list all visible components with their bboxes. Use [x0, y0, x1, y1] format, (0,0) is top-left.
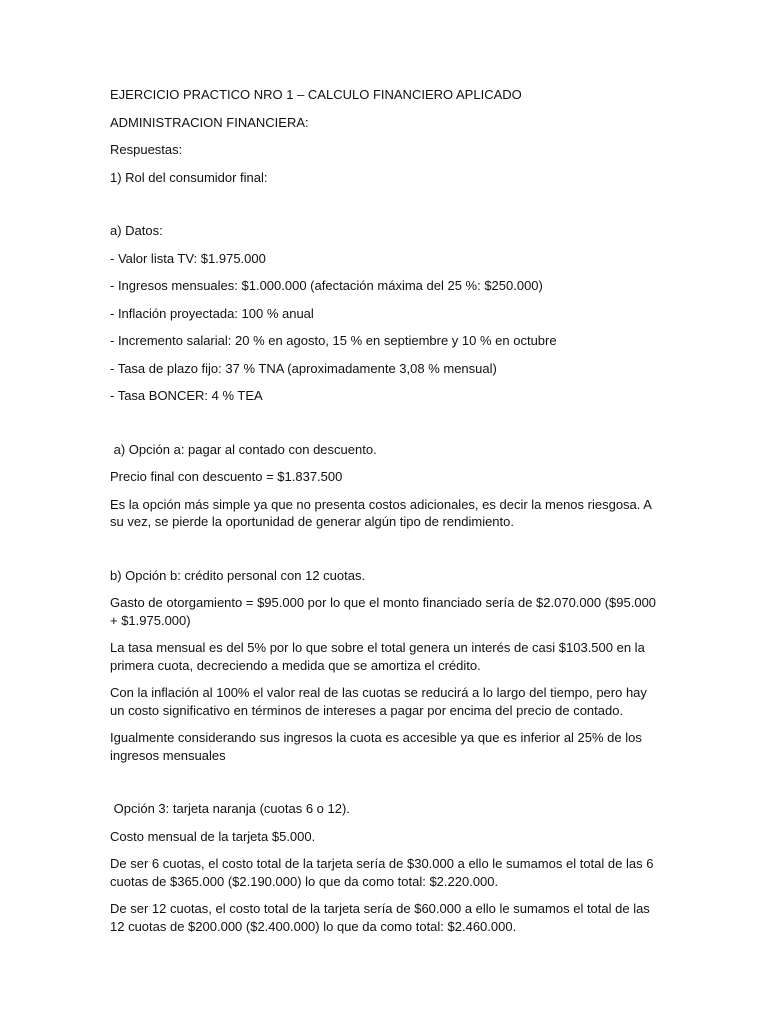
option-b-heading: b) Opción b: crédito personal con 12 cuotas.: [110, 567, 366, 583]
option-b-paragraph: Igualmente considerando sus ingresos la cuota es accesible ya que es inferior al 25% de los ingresos mensuales: [110, 730, 642, 763]
datos-item: - Valor lista TV: $1.975.000: [110, 250, 266, 266]
datos-item: - Tasa BONCER: 4 % TEA: [110, 388, 263, 403]
option-c-paragraph: De ser 12 cuotas, el costo total de la tarjeta sería de $60.000 a ello le sumamos el total de las 12 cuotas de $200.000 ($2.400.000) lo que da como total: $2.460.000.: [110, 901, 650, 934]
option-a-paragraph: Precio final con descuento = $1.837.500: [110, 469, 343, 484]
option-c-paragraph: De ser 6 cuotas, el costo total de la tarjeta sería de $30.000 a ello le sumamos el total de las 6 cuotas de $365.000 ($2.190.000) lo que da como total: $2.220.000.: [110, 856, 654, 889]
datos-item: - Tasa de plazo fijo: 37 % TNA (aproximadamente 3,08 % mensual): [110, 360, 497, 376]
document-page: [110, 86, 658, 945]
option-b-paragraph: Con la inflación al 100% el valor real de las cuotas se reducirá a lo largo del tiempo, pero hay un costo significativo en términos de intereses a pagar por encima del precio de contado.: [110, 685, 647, 718]
option-b-paragraph: La tasa mensual es del 5% por lo que sobre el total genera un interés de casi $103.500 en la primera cuota, decreciendo a medida que se amortiza el crédito.: [110, 640, 645, 673]
option-c-paragraph: Costo mensual de la tarjeta $5.000.: [110, 828, 316, 844]
option-b-paragraph: Gasto de otorgamiento = $95.000 por lo que el monto financiado sería de $2.070.000 ($95.000 + $1.975.000): [110, 595, 657, 628]
answers-label: Respuestas:: [110, 142, 183, 157]
option-c-heading: Opción 3: tarjeta naranja (cuotas 6 o 12).: [110, 801, 350, 816]
datos-item: - Incremento salarial: 20 % en agosto, 15 % en septiembre y 10 % en octubre: [110, 333, 557, 348]
section-heading: 1) Rol del consumidor final:: [110, 169, 268, 185]
document-title: EJERCICIO PRACTICO NRO 1 – CALCULO FINANCIERO APLICADO: [110, 87, 522, 102]
datos-heading: a) Datos:: [110, 223, 163, 238]
document-subtitle: ADMINISTRACION FINANCIERA:: [110, 114, 309, 130]
datos-item: - Ingresos mensuales: $1.000.000 (afectación máxima del 25 %: $250.000): [110, 278, 543, 293]
option-a-paragraph: Es la opción más simple ya que no presenta costos adicionales, es decir la menos riesgosa. A su vez, se pierde la oportunidad de generar algún tipo de rendimiento.: [110, 496, 652, 529]
datos-item: - Inflación proyectada: 100 % anual: [110, 305, 314, 321]
option-a-heading: a) Opción a: pagar al contado con descuento.: [110, 441, 377, 457]
